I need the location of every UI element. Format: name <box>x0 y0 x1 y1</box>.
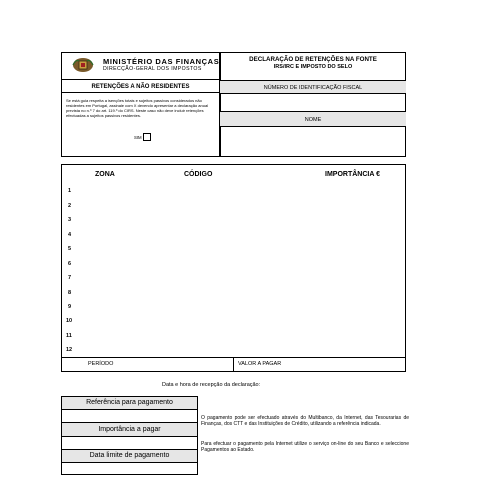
col-zona: ZONA <box>95 171 115 178</box>
row-number: 3 <box>68 217 72 223</box>
row-number: 8 <box>68 290 72 296</box>
row-number: 7 <box>68 275 72 281</box>
sim-checkbox-group <box>134 133 151 141</box>
nome-label: NOME <box>220 111 406 127</box>
row-number: 12 <box>66 347 73 353</box>
nif-field[interactable] <box>220 94 406 111</box>
ministry-name: MINISTÉRIO DAS FINANÇAS <box>103 57 220 66</box>
declaration-title: DECLARAÇÃO DE RETENÇÕES NA FONTE <box>249 56 377 63</box>
nif-label: NÚMERO DE IDENTIFICAÇÃO FISCAL <box>220 80 406 94</box>
sim-label: SIM <box>134 134 142 140</box>
col-importancia: IMPORTÂNCIA € <box>325 171 380 178</box>
ref-field[interactable] <box>62 410 197 423</box>
payment-info-1: O pagamento pode ser efectuado através do Multibanco, da Internet, das Tesourarias de Finanças, dos CTT e das Instituições de Crédito, utilizando a referência indicada. <box>201 415 409 427</box>
valor-label: VALOR A PAGAR <box>238 361 282 367</box>
amount-label: Importância a pagar <box>62 423 197 437</box>
row-number: 9 <box>68 304 72 310</box>
payment-box <box>61 396 198 475</box>
row-number: 2 <box>68 203 72 209</box>
row-number: 5 <box>68 246 72 252</box>
coat-of-arms-icon <box>72 57 94 73</box>
row-number: 10 <box>66 318 73 324</box>
footer-column-divider <box>233 357 234 372</box>
sim-checkbox[interactable] <box>143 133 151 141</box>
ref-label: Referência para pagamento <box>62 397 197 410</box>
nome-field[interactable] <box>220 127 406 157</box>
row-number: 4 <box>68 232 72 238</box>
col-codigo: CÓDIGO <box>184 171 213 178</box>
declaration-subtitle: IRS/IRC E IMPOSTO DO SELO <box>273 64 353 70</box>
direction-name: DIRECÇÃO-GERAL DOS IMPOSTOS <box>103 66 202 72</box>
deadline-label: Data limite de pagamento <box>62 450 197 463</box>
row-number: 6 <box>68 261 72 267</box>
reception-label: Data e hora de recepção da declaração: <box>162 382 261 388</box>
row-number: 11 <box>66 333 72 339</box>
retention-table <box>61 164 406 372</box>
row-number: 1 <box>68 188 72 194</box>
periodo-label: PERÍODO <box>88 361 114 367</box>
deadline-field[interactable] <box>62 463 197 475</box>
payment-info-2: Para efectuar o pagamento pela Internet utilize o serviço on-line do seu Banco e seleccione Pagamentos ao Estado. <box>201 441 409 453</box>
amount-field[interactable] <box>62 437 197 450</box>
retencoes-text: Se está guia respeita a isenções totais e sujeitos passivos considerados não residentes em Portugal, assinale com X devendo apresentar a declaração anual prevista no n.º 7 do art. 119.º do CIRS. Neste caso não deve incluir retenções efectuadas a sujeitos passivos residentes. <box>66 98 209 118</box>
retencoes-title: RETENÇÕES A NÃO RESIDENTES <box>61 79 220 93</box>
